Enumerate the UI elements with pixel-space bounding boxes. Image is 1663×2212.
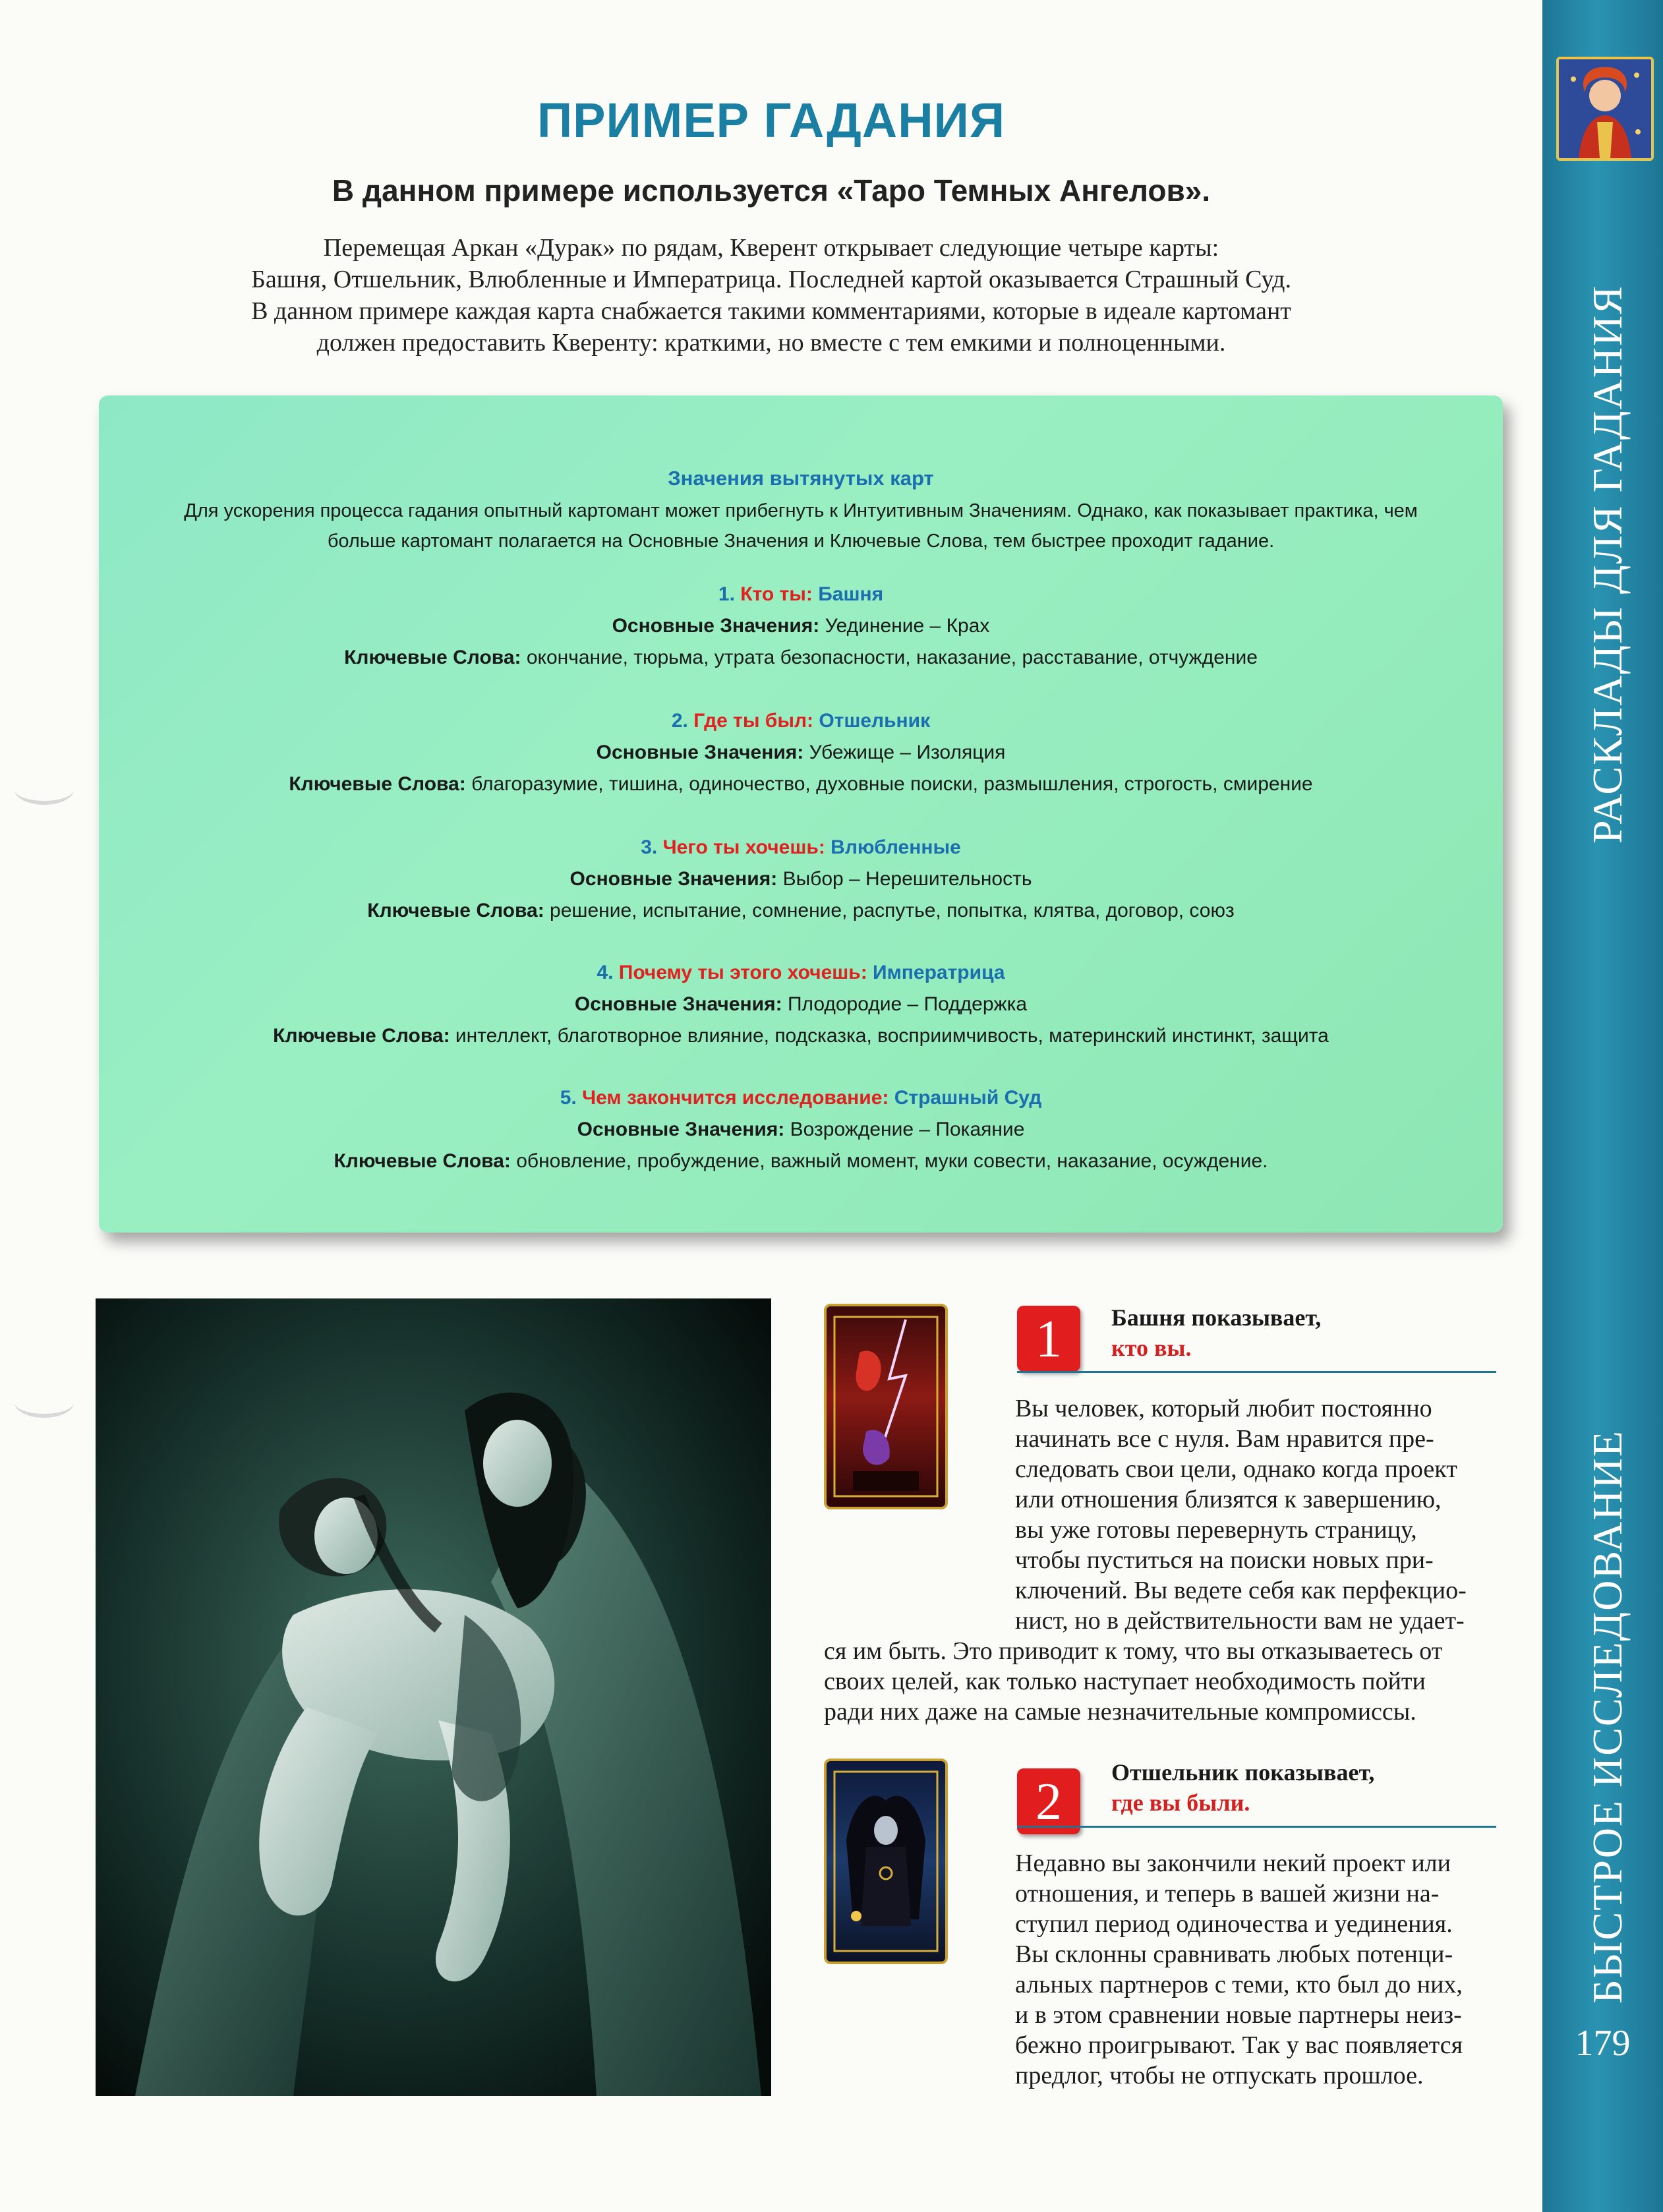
basic-meaning: Плодородие – Поддержка [787,993,1028,1015]
hermit-card-art [827,1761,945,1962]
item-number: 3. [641,836,658,858]
keywords: благоразумие, тишина, одиночество, духовные поиски, размышления, строгость, смирение [471,773,1313,795]
basic-label: Основные Значения: [596,742,804,763]
intro-line: должен предоставить Кверенту: краткими, но вместе с тем емкими и полноценными. [316,329,1226,357]
description-line: своих целей, как только наступает необходимость пойти [824,1668,1426,1695]
punch-hole-mark [15,1387,74,1418]
page-subtitle: В данном примере используется «Таро Темных Ангелов». [332,173,1211,208]
basic-meaning: Уединение – Крах [825,615,990,637]
item-question: Кто ты: [740,583,813,605]
card-caption-subtitle: кто вы. [1111,1335,1192,1361]
meanings-intro: Для ускорения процесса гадания опытный картомант может прибегнуть к Интуитивным Значениям. Однако, как показывает практика, чем больше картомант полагается на Основные Значения и Ключевые Слова, тем быстрее проходит гадание. [184,500,1418,552]
description-line: чтобы пуститься на поиски новых при- [1015,1546,1434,1574]
description-line: вы уже готовы перевернуть страницу, [1015,1516,1417,1544]
item-number: 4. [597,962,614,983]
intro-paragraph [171,232,1371,359]
description-line: нист, но в действительности вам не удает- [1015,1607,1465,1635]
description-line: ради них даже на самые незначительные компромиссы. [824,1698,1416,1726]
item-question: Где ты был: [693,710,813,732]
caption-divider [1017,1371,1496,1373]
item-number: 5. [560,1087,577,1109]
card-caption-subtitle: где вы были. [1111,1790,1250,1816]
sidebar-subsection-title: БЫСТРОЕ ИССЛЕДОВАНИЕ [1584,1430,1631,2004]
meaning-item [99,705,1503,800]
keywords-label: Ключевые Слова: [289,773,466,795]
keywords-label: Ключевые Слова: [367,900,544,921]
keywords: интеллект, благотворное влияние, подсказка, восприимчивость, материнский инстинкт, защита [455,1025,1329,1047]
card-description [1015,1848,1496,2091]
meaning-item [99,579,1503,674]
meaning-item [99,1082,1503,1177]
item-question: Почему ты этого хочешь: [618,962,867,983]
description-line: Вы склонны сравнивать любых потенци- [1015,1940,1453,1968]
item-card: Башня [818,583,884,605]
card-number-badge: 1 [1017,1306,1080,1372]
description-line: следовать свои цели, однако когда проект [1015,1455,1457,1483]
intro-line: Перемещая Аркан «Дурак» по рядам, Кверент открывает следующие четыре карты: [323,234,1219,262]
dark-angel-illustration [96,1298,771,2096]
card-number-badge: 2 [1017,1768,1080,1834]
item-number: 1. [718,583,735,605]
meaning-item [99,832,1503,927]
sidebar-section-title: РАСКЛАДЫ ДЛЯ ГАДАНИЯ [1584,285,1631,844]
item-question: Чем закончится исследование: [582,1087,889,1109]
basic-label: Основные Значения: [612,615,820,637]
card-meanings-box [99,395,1503,1233]
basic-meaning: Убежище – Изоляция [809,742,1006,763]
description-line: ся им быть. Это приводит к тому, что вы отказываетесь от [824,1637,1443,1665]
description-line: предлог, чтобы не отпускать прошлое. [1015,2062,1424,2089]
description-line: Недавно вы закончили некий проект или [1015,1849,1451,1877]
description-line: Вы человек, который любит постоянно [1015,1395,1432,1422]
chapter-emblem-icon [1556,57,1654,161]
item-card: Страшный Суд [894,1087,1042,1109]
basic-label: Основные Значения: [574,993,782,1015]
keywords: окончание, тюрьма, утрата безопасности, наказание, расставание, отчуждение [526,647,1258,668]
basic-label: Основные Значения: [569,868,778,890]
basic-label: Основные Значения: [577,1119,785,1140]
meaning-item [99,957,1503,1052]
punch-hole-mark [15,774,74,805]
tower-tarot-card [824,1304,948,1509]
keywords: обновление, пробуждение, важный момент, муки совести, наказание, осуждение. [516,1150,1268,1172]
item-card: Отшельник [819,710,931,732]
intro-line: В данном примере каждая карта снабжается такими комментариями, которые в идеале картомант [251,297,1291,325]
basic-meaning: Возрождение – Покаяние [790,1119,1025,1140]
keywords: решение, испытание, сомнение, распутье, попытка, клятва, договор, союз [550,900,1235,921]
basic-meaning: Выбор – Нерешительность [782,868,1032,890]
card-description-continued [824,1636,1496,1727]
keywords-label: Ключевые Слова: [334,1150,511,1172]
item-number: 2. [671,710,688,732]
description-line: ключений. Вы ведете себя как перфекцио- [1015,1577,1467,1604]
description-line: и в этом сравнении новые партнеры неиз- [1015,2001,1462,2029]
illustration-graphic [96,1298,771,2096]
description-line: бежно проигрывают. Так у вас появляется [1015,2031,1463,2059]
item-card: Влюбленные [831,836,961,858]
card-description [1015,1393,1496,1636]
description-line: ступил период одиночества и уединения. [1015,1910,1453,1938]
meanings-heading: Значения вытянутых карт [668,467,934,490]
item-question: Чего ты хочешь: [662,836,825,858]
emblem-art [1559,59,1651,158]
item-card: Императрица [873,962,1005,983]
caption-divider [1017,1826,1496,1828]
page-title: ПРИМЕР ГАДАНИЯ [537,93,1006,148]
keywords-label: Ключевые Слова: [344,647,521,668]
card-caption-title: Отшельник показывает, [1111,1759,1375,1786]
page-number: 179 [1575,2023,1631,2064]
description-line: альных партнеров с теми, кто был до них, [1015,1971,1463,1998]
tower-card-art [827,1306,945,1507]
hermit-tarot-card [824,1759,948,1964]
description-line: или отношения близятся к завершению, [1015,1486,1442,1513]
description-line: отношения, и теперь в вашей жизни на- [1015,1880,1440,1907]
keywords-label: Ключевые Слова: [273,1025,450,1047]
intro-line: Башня, Отшельник, Влюбленные и Императрица. Последней картой оказывается Страшный Суд. [251,266,1291,293]
description-line: начинать все с нуля. Вам нравится пре- [1015,1425,1434,1453]
card-caption-title: Башня показывает, [1111,1304,1322,1331]
